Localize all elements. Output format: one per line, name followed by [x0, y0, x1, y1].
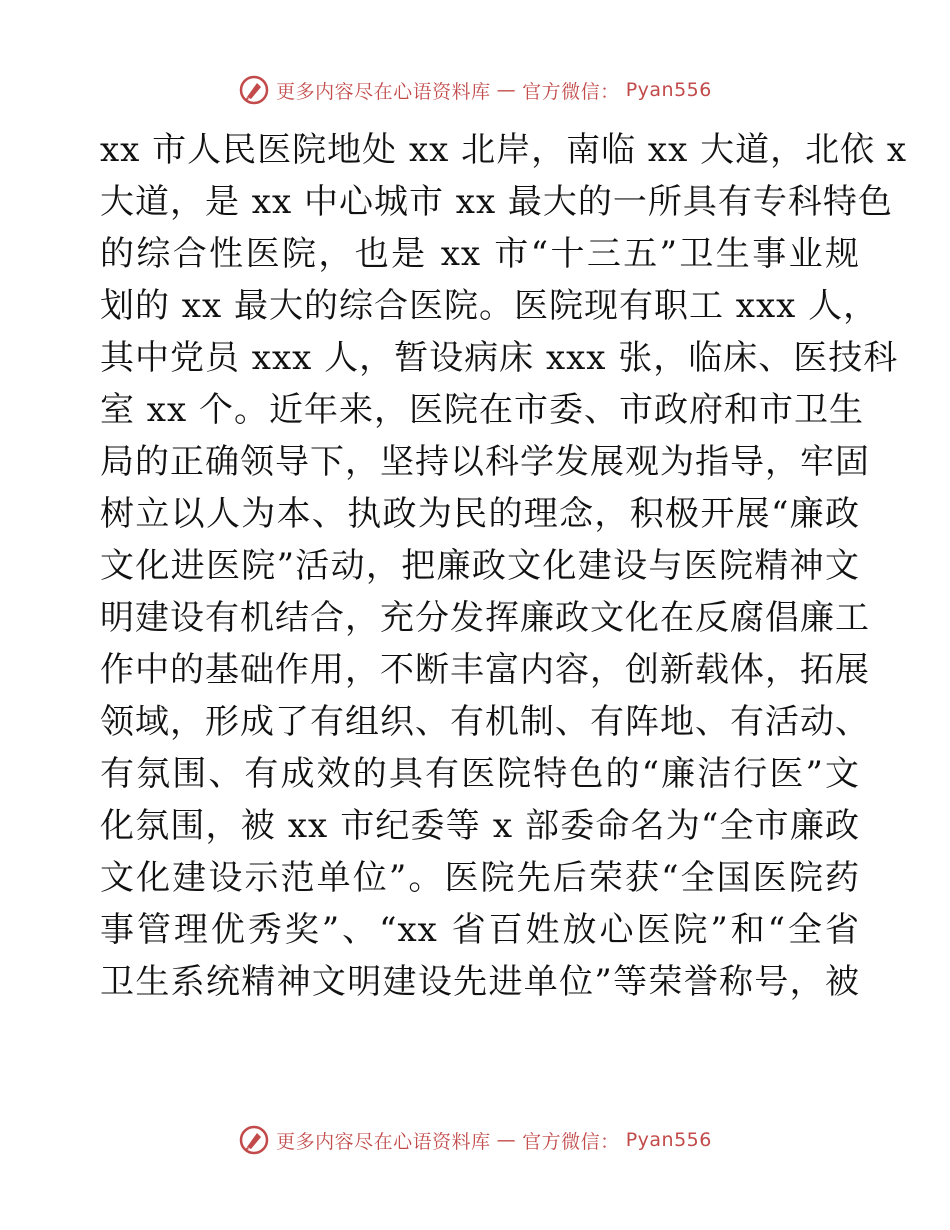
text-line: 领域，形成了有组织、有机制、有阵地、有活动、	[100, 702, 870, 742]
text-line: 明建设有机结合，充分发挥廉政文化在反腐倡廉工	[100, 598, 870, 638]
watermark-wechat-id: Pyan556	[625, 1129, 712, 1151]
watermark-dash: —	[496, 79, 517, 101]
text-line: 划的 xx 最大的综合医院。医院现有职工 xxx 人，	[100, 286, 879, 326]
watermark-dash: —	[496, 1129, 517, 1151]
watermark-wechat-label: 官方微信：	[522, 80, 620, 103]
text-line: xx 市人民医院地处 xx 北岸，南临 xx 大道，北依 x	[100, 130, 908, 170]
text-line: 化氛围，被 xx 市纪委等 x 部委命名为“全市廉政	[100, 806, 860, 846]
pen-nib-logo-icon	[238, 74, 270, 106]
text-line: 大道，是 xx 中心城市 xx 最大的一所具有专科特色	[100, 182, 893, 222]
text-line: 其中党员 xxx 人，暂设病床 xxx 张，临床、医技科	[100, 338, 899, 378]
watermark-text: 更多内容尽在心语资料库	[276, 1130, 491, 1153]
text-line: 的综合性医院，也是 xx 市“十三五”卫生事业规	[100, 234, 860, 274]
text-line: 室 xx 个。近年来，医院在市委、市政府和市卫生	[100, 390, 864, 430]
footer-watermark	[0, 1120, 950, 1160]
watermark-text: 更多内容尽在心语资料库	[276, 80, 491, 103]
text-line: 树立以人为本、执政为民的理念，积极开展“廉政	[100, 494, 860, 534]
watermark-wechat-label: 官方微信：	[522, 1130, 620, 1153]
header-watermark	[0, 70, 950, 110]
pen-nib-logo-icon	[238, 1124, 270, 1156]
text-line: 卫生系统精神文明建设先进单位”等荣誉称号，被	[100, 962, 860, 1002]
text-line: 作中的基础作用，不断丰富内容，创新载体，拓展	[100, 650, 870, 690]
watermark-wechat-id: Pyan556	[625, 79, 712, 101]
text-line: 文化建设示范单位”。医院先后荣获“全国医院药	[100, 858, 860, 898]
document-body	[100, 124, 908, 1008]
text-line: 文化进医院”活动，把廉政文化建设与医院精神文	[100, 546, 860, 586]
text-line: 有氛围、有成效的具有医院特色的“廉洁行医”文	[100, 754, 860, 794]
text-line: 局的正确领导下，坚持以科学发展观为指导，牢固	[100, 442, 870, 482]
text-line: 事管理优秀奖”、“xx 省百姓放心医院”和“全省	[100, 910, 860, 950]
